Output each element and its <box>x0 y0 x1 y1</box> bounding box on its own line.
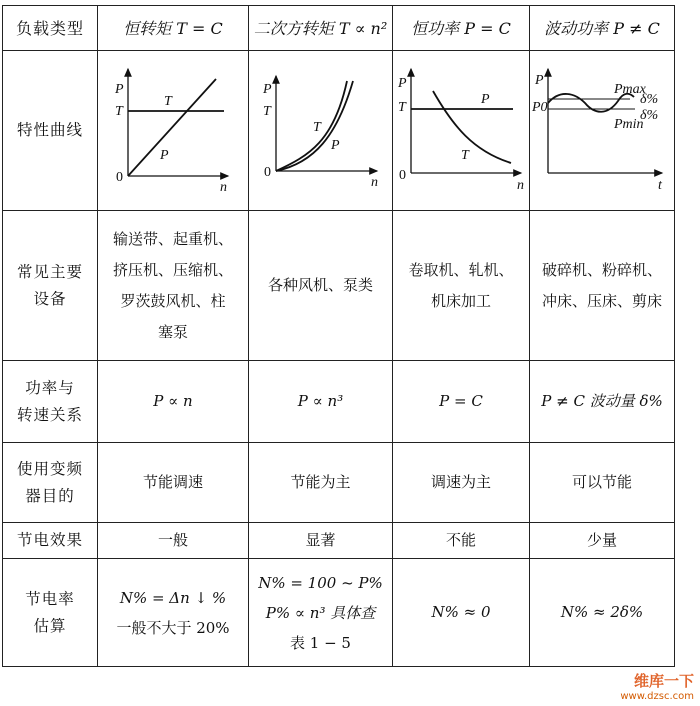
axis-T: T <box>263 104 271 119</box>
effect-row <box>3 523 675 559</box>
axis-n: n <box>517 178 524 193</box>
effect-row-label: 节电效果 <box>3 523 98 559</box>
constant-torque-rate: N% = Δn ↓ % 一般不大于 20% <box>98 559 249 667</box>
header-constant-torque: 恒转矩 T = C <box>98 6 249 51</box>
quadratic-torque-equipment: 各种风机、泵类 <box>249 211 393 361</box>
fluctuating-power-graph <box>530 51 674 201</box>
curve-P-label: P <box>160 148 169 163</box>
fluctuating-power-graph-cell <box>530 51 675 211</box>
constant-torque-graph-cell <box>98 51 249 211</box>
axis-T: T <box>115 104 123 119</box>
quadratic-torque-purpose: 节能为主 <box>249 443 393 523</box>
line-P-label: P <box>481 92 490 107</box>
relation-row <box>3 361 675 443</box>
equipment-row <box>3 211 675 361</box>
rate-row <box>3 559 675 667</box>
curve-row <box>3 51 675 211</box>
constant-torque-equipment: 输送带、起重机、 挤压机、压缩机、 罗茨鼓风机、柱 塞泵 <box>98 211 249 361</box>
axis-P: P <box>115 82 124 97</box>
fluctuating-power-relation: P ≠ C 波动量 δ% <box>530 361 675 443</box>
axis-P: P <box>535 73 544 88</box>
axis-n: n <box>220 180 227 195</box>
constant-torque-effect: 一般 <box>98 523 249 559</box>
constant-power-relation: P = C <box>393 361 530 443</box>
origin-label: 0 <box>264 165 271 180</box>
constant-power-effect: 不能 <box>393 523 530 559</box>
delta1-label: δ% <box>640 92 659 107</box>
purpose-row <box>3 443 675 523</box>
header-constant-power: 恒功率 P = C <box>393 6 530 51</box>
equipment-row-label: 常见主要 设备 <box>3 211 98 361</box>
purpose-row-label: 使用变频 器目的 <box>3 443 98 523</box>
pmax-label: Pmax <box>614 82 646 97</box>
axis-P: P <box>398 76 407 91</box>
constant-power-rate: N% ≈ 0 <box>393 559 530 667</box>
curve-T-label: T <box>461 148 469 163</box>
quadratic-torque-relation: P ∝ n³ <box>249 361 393 443</box>
axis-n: n <box>371 175 378 190</box>
axis-T: T <box>398 100 406 115</box>
header-fluctuating-power: 波动功率 P ≠ C <box>530 6 675 51</box>
fluctuating-power-rate: N% ≈ 2δ% <box>530 559 675 667</box>
axis-t: t <box>658 178 662 193</box>
constant-power-equipment: 卷取机、轧机、 机床加工 <box>393 211 530 361</box>
fluctuating-power-equipment: 破碎机、粉碎机、 冲床、压床、剪床 <box>530 211 675 361</box>
constant-torque-purpose: 节能调速 <box>98 443 249 523</box>
quadratic-torque-effect: 显著 <box>249 523 393 559</box>
quadratic-torque-graph <box>249 51 392 201</box>
origin-label: 0 <box>116 170 123 185</box>
watermark-logo: 维库一下 www.dzsc.com <box>620 672 694 702</box>
header-load-type: 负载类型 <box>3 6 98 51</box>
fluctuating-power-effect: 少量 <box>530 523 675 559</box>
origin-label: 0 <box>399 168 406 183</box>
quadratic-torque-graph-cell <box>249 51 393 211</box>
load-type-table <box>2 5 675 667</box>
axis-P: P <box>263 82 272 97</box>
axis-P0: P0 <box>532 100 548 115</box>
curve-P-label: P <box>331 138 340 153</box>
quadratic-torque-rate: N% = 100 ~ P% P% ∝ n³ 具体查 表 1 − 5 <box>249 559 393 667</box>
curve-T-label: T <box>313 120 321 135</box>
constant-torque-relation: P ∝ n <box>98 361 249 443</box>
constant-power-graph-cell <box>393 51 530 211</box>
fluctuating-power-purpose: 可以节能 <box>530 443 675 523</box>
constant-power-purpose: 调速为主 <box>393 443 530 523</box>
curve-T-label: T <box>164 94 172 109</box>
header-quadratic-torque: 二次方转矩 T ∝ n² <box>249 6 393 51</box>
header-row <box>3 6 675 51</box>
curve-row-label: 特性曲线 <box>3 51 98 211</box>
constant-power-graph <box>393 51 529 201</box>
constant-torque-graph <box>98 51 248 201</box>
pmin-label: Pmin <box>614 117 644 132</box>
rate-row-label: 节电率 估算 <box>3 559 98 667</box>
delta2-label: δ% <box>640 108 659 123</box>
relation-row-label: 功率与 转速关系 <box>3 361 98 443</box>
